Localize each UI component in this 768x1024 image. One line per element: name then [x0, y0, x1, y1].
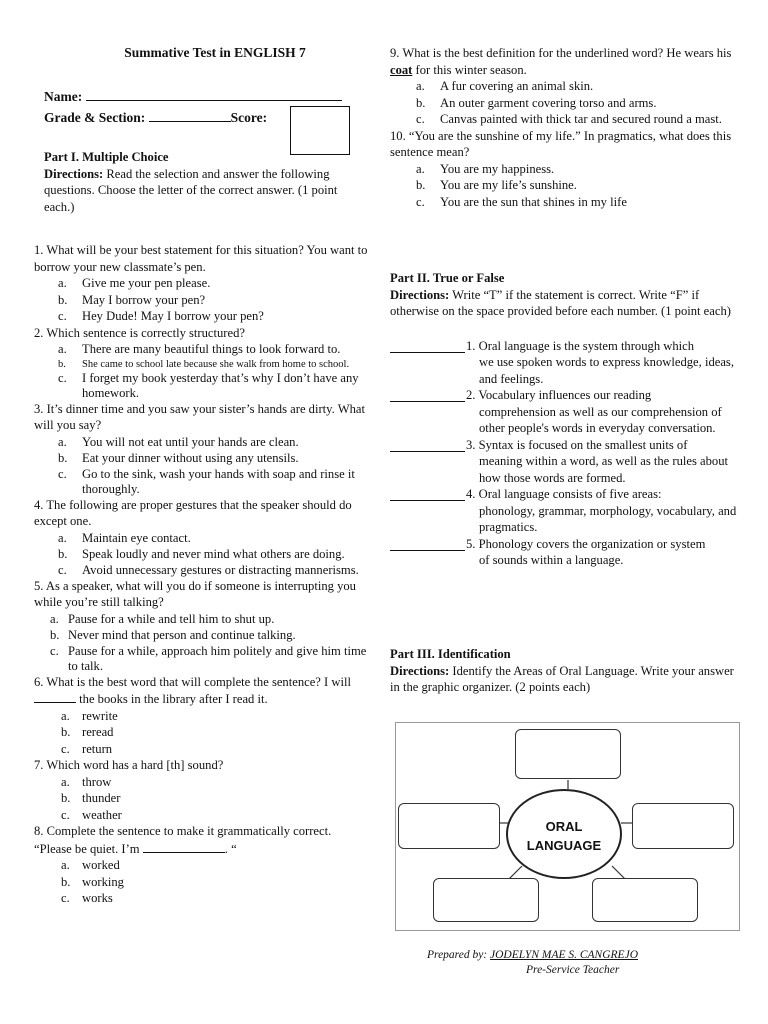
part1-section — [44, 149, 370, 215]
question-text: 5. As a speaker, what will you do if someone is interrupting you while you’re still talking? — [34, 578, 356, 609]
option: b. reread — [61, 725, 114, 739]
question-2 — [34, 325, 370, 401]
tf-item-3: 3. Syntax is focused on the smallest units of meaning within a word, as well as the rules about how those words are formed. — [390, 437, 740, 487]
option: c. Hey Dude! May I borrow your pen? — [58, 309, 264, 323]
answer-blank[interactable] — [390, 338, 465, 353]
option: b. Never mind that person and continue talking. — [50, 628, 296, 642]
option: c. Canvas painted with thick tar and secured round a mast. — [416, 112, 722, 126]
answer-box-bottom-right[interactable] — [592, 878, 698, 922]
option: b. Speak loudly and never mind what others are doing. — [58, 547, 345, 561]
option: a. You will not eat until your hands are clean. — [58, 434, 299, 449]
option: a. There are many beautiful things to look forward to. — [58, 342, 341, 356]
question-7 — [34, 757, 370, 823]
answer-box-top[interactable] — [515, 729, 621, 779]
tf-item-5: 5. Phonology covers the organization or system of sounds within a language. — [390, 536, 740, 569]
question-text: 1. What will be your best statement for this situation? You want to borrow your new classmate’s pen. — [34, 243, 368, 274]
option: b. She came to school late because she walk from home to school. — [58, 358, 350, 370]
answer-box-left[interactable] — [398, 803, 500, 849]
option: b. May I borrow your pen? — [58, 292, 206, 307]
option: a. Give me your pen please. — [58, 276, 211, 290]
name-line — [86, 88, 342, 101]
question-text: 2. Which sentence is correctly structured? — [34, 325, 245, 340]
option: a. A fur covering an animal skin. — [416, 79, 594, 93]
question-6 — [34, 674, 370, 758]
part1-directions — [44, 166, 370, 216]
answer-box-right[interactable] — [632, 803, 734, 849]
part3-directions — [390, 663, 740, 696]
question-5 — [34, 578, 370, 674]
option: c. return — [61, 741, 113, 756]
grade-section-label: Grade & Section: — [44, 110, 146, 125]
question-text: 4. The following are proper gestures that the speaker should do except one. — [34, 497, 352, 528]
question-text: 7. Which word has a hard [th] sound? — [34, 758, 224, 772]
option: b. An outer garment covering torso and arms. — [416, 95, 657, 110]
question-1 — [34, 242, 370, 325]
directions-label: Directions: — [390, 663, 450, 678]
questions-right — [390, 45, 740, 210]
question-text: 9. What is the best definition for the underlined word? He wears his coat for this winter season. — [390, 46, 732, 77]
part2-section — [390, 270, 740, 569]
option: c. Go to the sink, wash your hands with soap and rinse it thoroughly. — [58, 466, 355, 496]
test-title: Summative Test in ENGLISH 7 — [124, 45, 306, 60]
answer-blank[interactable] — [390, 387, 465, 402]
question-text: 10. “You are the sunshine of my life.” In pragmatics, what does this sentence mean? — [390, 128, 732, 159]
question-8 — [34, 823, 370, 907]
question-10 — [390, 128, 740, 211]
answer-blank[interactable] — [390, 536, 465, 551]
question-text: 3. It’s dinner time and you saw your sister’s hands are dirty. What will you say? — [34, 401, 365, 432]
grade-section-field[interactable] — [44, 109, 267, 127]
answer-box-bottom-left[interactable] — [433, 878, 539, 922]
questions-left — [34, 242, 370, 907]
name-field[interactable] — [44, 88, 342, 106]
part3-section — [390, 646, 740, 696]
prepared-label: Prepared by: — [427, 949, 488, 961]
question-3 — [34, 401, 370, 497]
answer-blank[interactable] — [143, 840, 225, 853]
option: b. thunder — [61, 791, 121, 805]
option: b. Eat your dinner without using any utensils. — [58, 451, 299, 465]
part1-heading: Part I. Multiple Choice — [44, 150, 169, 164]
answer-blank[interactable] — [34, 690, 76, 703]
underlined-word: coat — [390, 62, 413, 77]
directions-text: Identify the Areas of Oral Language. Write your answer in the graphic organizer. (2 points each) — [390, 663, 734, 694]
question-text: 6. What is the best word that will complete the sentence? I will the books in the library after I read it. — [34, 674, 351, 706]
oral-language-label: ORAL LANGUAGE — [526, 819, 602, 853]
option: a. rewrite — [61, 708, 118, 723]
option: a. You are my happiness. — [416, 161, 555, 176]
option: c. Pause for a while, approach him politely and give him time to talk. — [50, 643, 367, 673]
author-name: JODELYN MAE S. CANGREJO — [490, 949, 638, 961]
option: b. You are my life’s sunshine. — [416, 178, 577, 192]
option: a. Maintain eye contact. — [58, 530, 191, 545]
question-sentence: “Please be quiet. I’m . “ — [34, 841, 237, 856]
directions-text: Read the selection and answer the following questions. Choose the letter of the correct answer. (1 point each.) — [44, 166, 338, 214]
score-box[interactable] — [290, 106, 350, 155]
part2-directions — [390, 287, 740, 320]
grade-section-line — [149, 109, 231, 122]
option: a. worked — [61, 858, 120, 872]
question-text: 8. Complete the sentence to make it grammatically correct. — [34, 824, 332, 838]
option: b. working — [61, 874, 124, 889]
option: c. works — [61, 891, 113, 905]
tf-item-1: 1. Oral language is the system through which we use spoken words to express knowledge, ideas, and feelings. — [390, 338, 740, 388]
option: a. throw — [61, 774, 112, 789]
tf-item-2: 2. Vocabulary influences our reading comprehension as well as our comprehension of other people's words in everyday conversation. — [390, 387, 740, 437]
option: c. I forget my book yesterday that’s why I don’t have any homework. — [58, 370, 359, 400]
name-label: Name: — [44, 89, 83, 104]
author-role: Pre-Service Teacher — [526, 964, 620, 976]
directions-label: Directions: — [44, 166, 104, 181]
part2-heading: Part II. True or False — [390, 271, 505, 285]
option: c. You are the sun that shines in my life — [416, 194, 627, 209]
part3-heading: Part III. Identification — [390, 647, 511, 661]
answer-blank[interactable] — [390, 486, 465, 501]
option: c. weather — [61, 807, 122, 822]
score-label: Score: — [230, 110, 268, 125]
answer-blank[interactable] — [390, 437, 465, 452]
question-9 — [390, 45, 740, 128]
graphic-organizer — [395, 722, 740, 931]
question-4 — [34, 497, 370, 578]
tf-item-4: 4. Oral language consists of five areas: phonology, grammar, morphology, vocabulary, and pragmatics. — [390, 486, 740, 536]
directions-label: Directions: — [390, 287, 450, 302]
directions-text: Write “T” if the statement is correct. Write “F” if otherwise on the space provided before each number. (1 point each) — [390, 287, 731, 318]
option: c. Avoid unnecessary gestures or distracting mannerisms. — [58, 562, 359, 577]
option: a. Pause for a while and tell him to shut up. — [50, 611, 275, 626]
